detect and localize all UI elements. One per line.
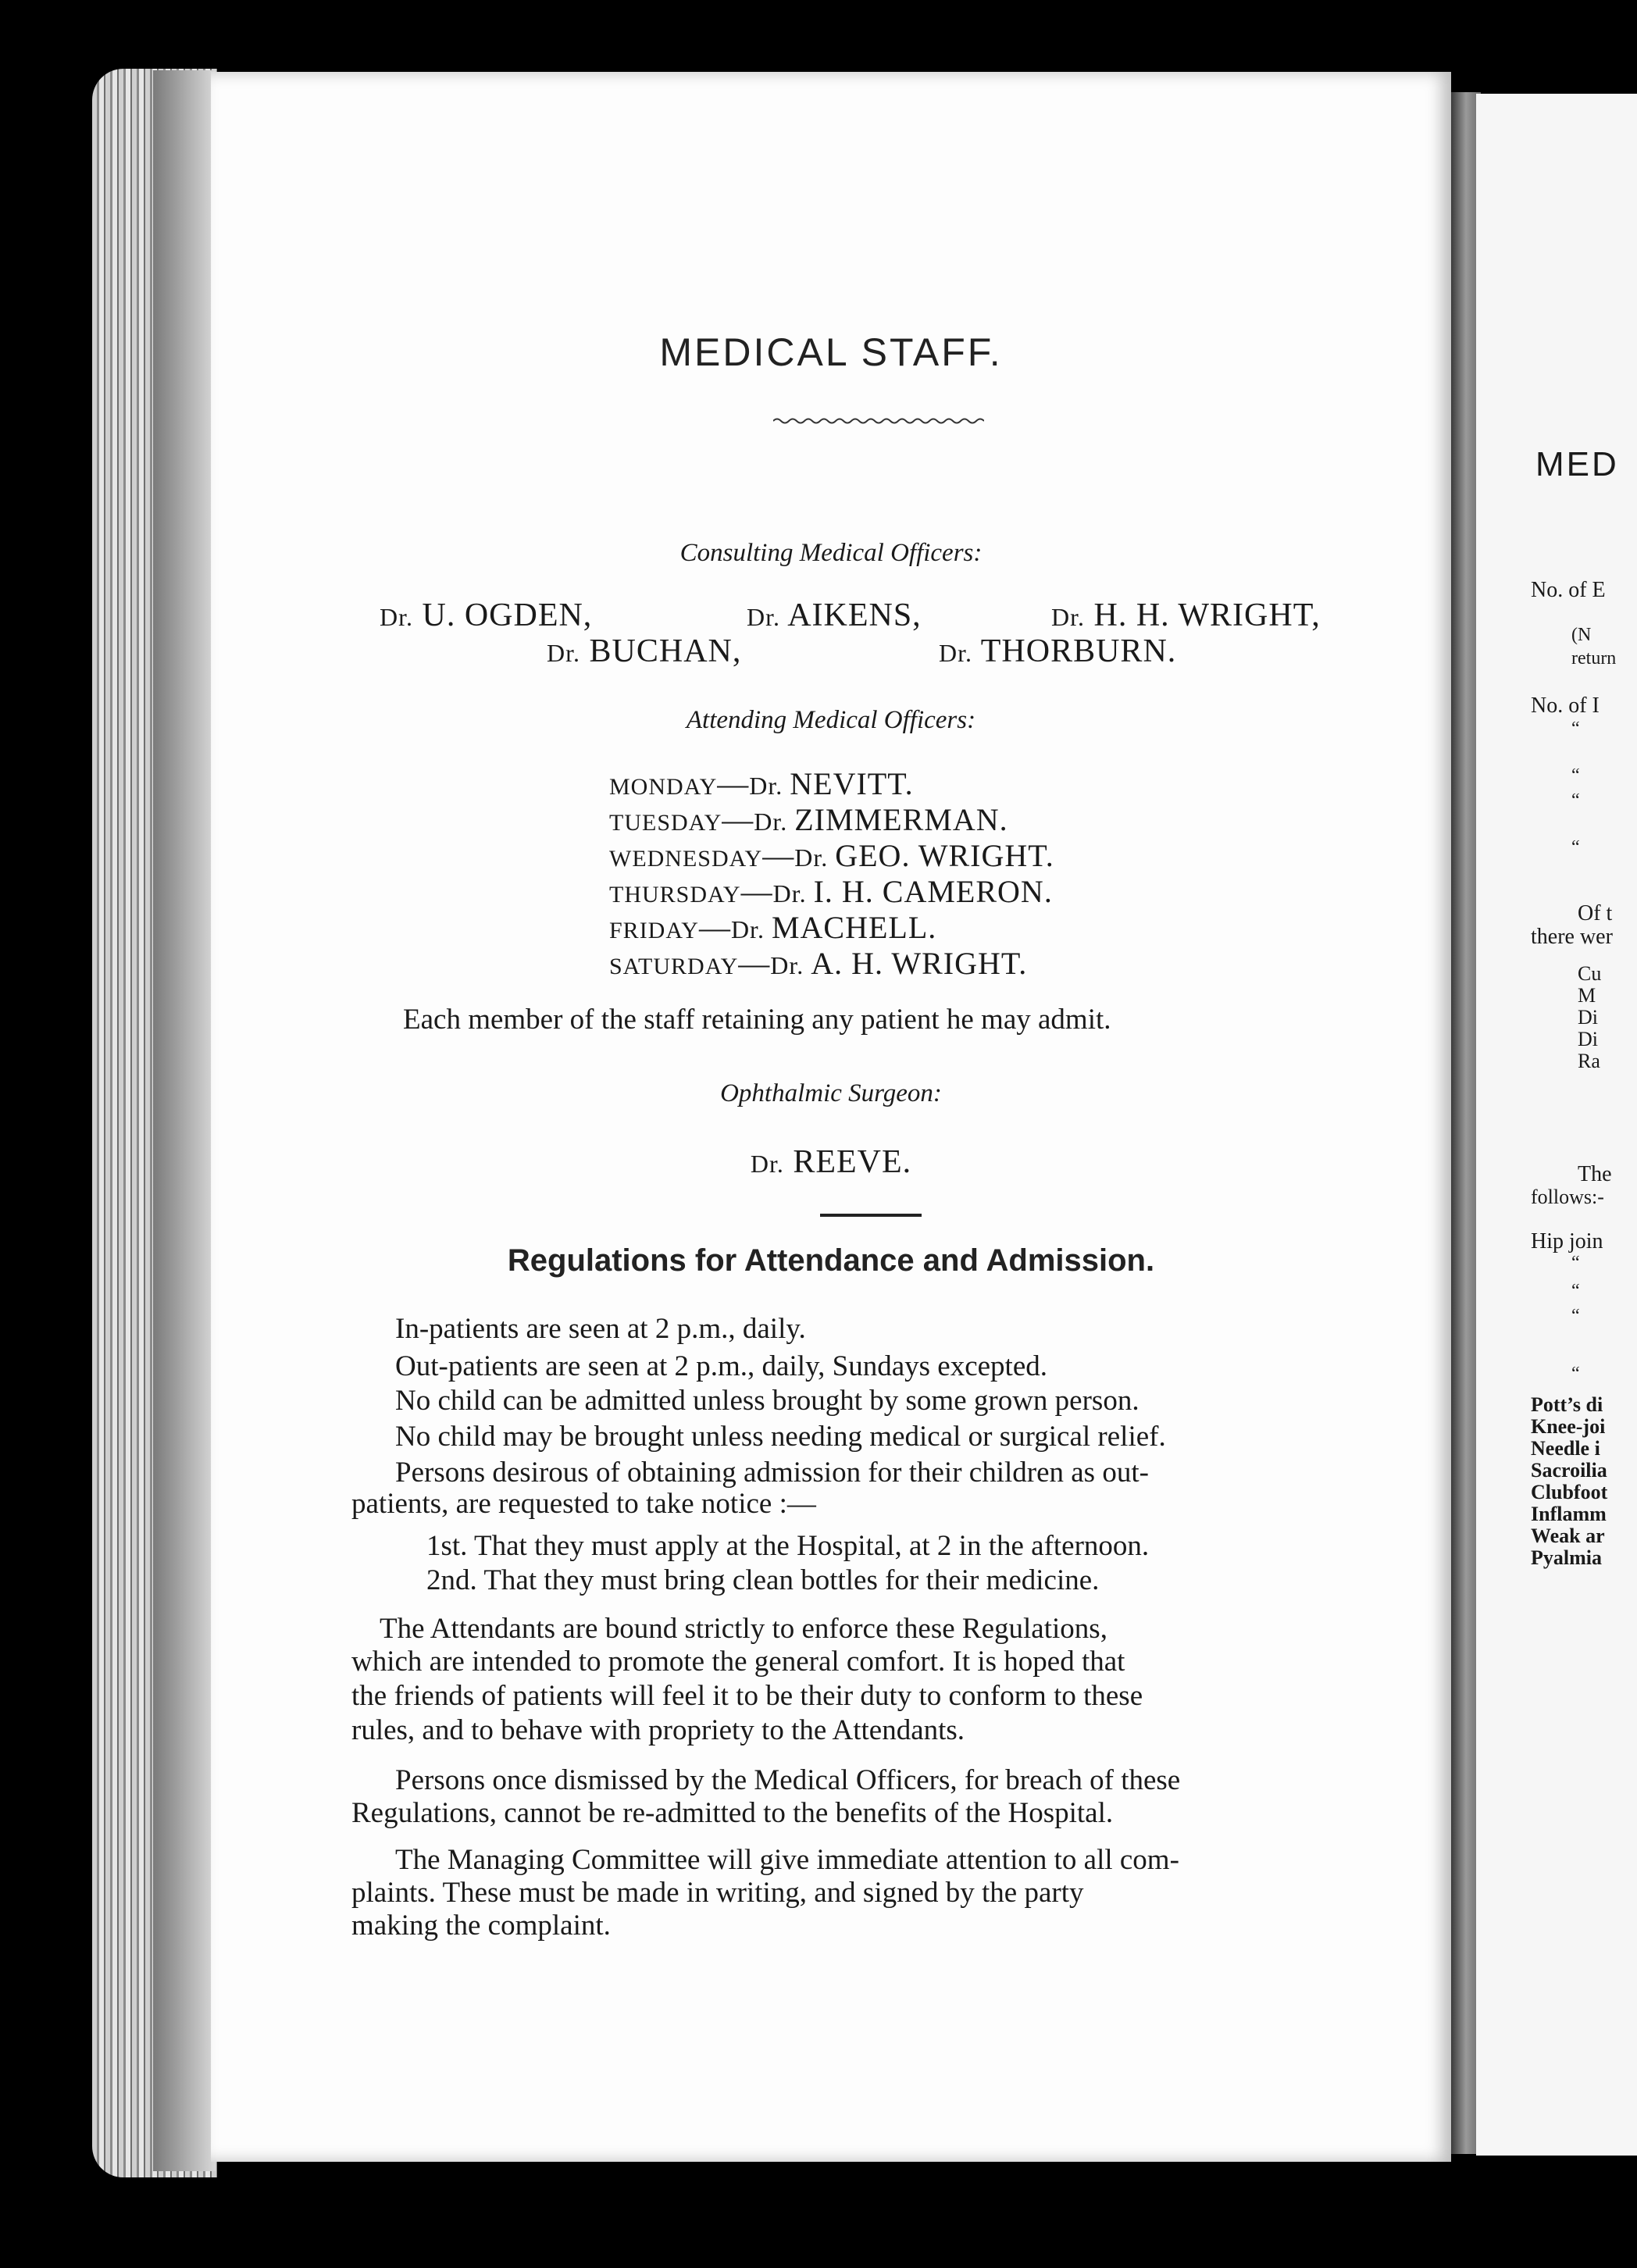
weekday: MONDAY bbox=[609, 774, 718, 800]
section-rule bbox=[820, 1214, 922, 1217]
right-page-text: “ bbox=[1571, 790, 1580, 811]
right-page-text: Of t bbox=[1578, 901, 1613, 925]
consulting-officer: Dr. H. H. WRIGHT, bbox=[1051, 597, 1321, 633]
right-page-text: MED bbox=[1535, 445, 1619, 483]
consulting-officer: Dr. U. OGDEN, bbox=[380, 597, 593, 633]
right-page-text: “ bbox=[1571, 1364, 1580, 1384]
em-dash: — bbox=[717, 766, 750, 801]
right-page-text: Inflamm bbox=[1531, 1503, 1607, 1525]
consulting-heading: Consulting Medical Officers: bbox=[679, 539, 983, 567]
right-page-text: Needle i bbox=[1531, 1437, 1600, 1460]
right-page-text: (N bbox=[1571, 625, 1592, 645]
page-edge-shadow bbox=[153, 70, 216, 2171]
weekday: TUESDAY bbox=[609, 810, 722, 836]
right-page-text: Di bbox=[1578, 1028, 1598, 1050]
right-page-text: return bbox=[1571, 648, 1617, 669]
wavy-ornament-divider bbox=[773, 415, 984, 426]
weekday: THURSDAY bbox=[609, 882, 741, 908]
regulation-line: Out-patients are seen at 2 p.m., daily, Sundays excepted. bbox=[395, 1350, 1047, 1382]
title-prefix: Dr. bbox=[772, 879, 814, 908]
officer-name: MACHELL. bbox=[771, 910, 937, 945]
officer-name: NEVITT. bbox=[790, 766, 914, 801]
em-dash: — bbox=[722, 802, 754, 837]
em-dash: — bbox=[738, 946, 771, 981]
attending-officer-row bbox=[609, 873, 1053, 910]
right-page-text: Pott’s di bbox=[1531, 1393, 1603, 1416]
regulation-line: plaints. These must be made in writing, and signed by the party bbox=[351, 1877, 1084, 1909]
attending-officer-row bbox=[609, 837, 1054, 874]
staff-note: Each member of the staff retaining any patient he may admit. bbox=[403, 1004, 1111, 1036]
regulation-line: which are intended to promote the general comfort. It is hoped that bbox=[351, 1646, 1125, 1678]
regulation-line: No child may be brought unless needing medical or surgical relief. bbox=[395, 1421, 1166, 1453]
right-page-text: Clubfoot bbox=[1531, 1481, 1608, 1503]
ophthalmic-heading: Ophthalmic Surgeon: bbox=[720, 1079, 942, 1107]
title-prefix: Dr. bbox=[749, 772, 790, 800]
right-page-text: Di bbox=[1578, 1006, 1598, 1029]
right-page-text: “ bbox=[1571, 719, 1580, 739]
weekday: FRIDAY bbox=[609, 918, 699, 943]
regulation-line: 2nd. That they must bring clean bottles for their medicine. bbox=[426, 1564, 1100, 1596]
regulation-line: The Managing Committee will give immediate attention to all com- bbox=[395, 1844, 1179, 1876]
left-page bbox=[211, 72, 1451, 2162]
right-page-text: Knee-joi bbox=[1531, 1415, 1606, 1438]
regulations-title: Regulations for Attendance and Admission. bbox=[507, 1243, 1155, 1278]
attending-officer-row bbox=[609, 801, 1008, 838]
regulation-line: Persons once dismissed by the Medical Officers, for breach of these bbox=[395, 1764, 1181, 1796]
title-prefix: Dr. bbox=[730, 915, 772, 943]
ophthalmic-surgeon: Dr. REEVE. bbox=[750, 1144, 912, 1180]
em-dash: — bbox=[762, 838, 795, 873]
right-page-text: No. of E bbox=[1531, 578, 1606, 602]
title-prefix: Dr. bbox=[754, 808, 795, 836]
right-page-fragment bbox=[1476, 94, 1637, 2156]
officer-name: ZIMMERMAN. bbox=[794, 802, 1008, 837]
attending-officer-row bbox=[609, 765, 914, 802]
attending-officer-row bbox=[609, 945, 1027, 982]
regulation-line: The Attendants are bound strictly to enforce these Regulations, bbox=[380, 1613, 1107, 1645]
regulation-line: In-patients are seen at 2 p.m., daily. bbox=[395, 1313, 806, 1345]
em-dash: — bbox=[698, 910, 731, 945]
weekday: WEDNESDAY bbox=[609, 846, 763, 872]
consulting-officer: Dr. BUCHAN, bbox=[547, 633, 742, 669]
right-page-text: follows:- bbox=[1531, 1186, 1604, 1208]
regulation-line: Regulations, cannot be re-admitted to the benefits of the Hospital. bbox=[351, 1797, 1114, 1829]
attending-heading: Attending Medical Officers: bbox=[686, 706, 976, 734]
right-page-text: The bbox=[1578, 1162, 1612, 1186]
regulation-line: the friends of patients will feel it to be their duty to conform to these bbox=[351, 1680, 1143, 1712]
right-page-text: there wer bbox=[1531, 925, 1613, 949]
right-page-text: M bbox=[1578, 984, 1596, 1007]
em-dash: — bbox=[740, 874, 773, 909]
officer-name: I. H. CAMERON. bbox=[813, 874, 1053, 909]
attending-officer-row bbox=[609, 909, 936, 946]
regulation-line: making the complaint. bbox=[351, 1910, 611, 1942]
right-page-text: No. of I bbox=[1531, 694, 1600, 718]
right-page-text: “ bbox=[1571, 1281, 1580, 1301]
right-page-text: “ bbox=[1571, 1306, 1580, 1326]
regulation-line: patients, are requested to take notice :— bbox=[351, 1488, 816, 1520]
right-page-text: Ra bbox=[1578, 1050, 1600, 1072]
right-page-text: “ bbox=[1571, 837, 1580, 858]
consulting-officer: Dr. AIKENS, bbox=[747, 597, 922, 633]
officer-name: A. H. WRIGHT. bbox=[811, 946, 1028, 981]
title-prefix: Dr. bbox=[794, 843, 836, 872]
consulting-officer: Dr. THORBURN. bbox=[939, 633, 1177, 669]
right-page-text: Weak ar bbox=[1531, 1524, 1605, 1547]
regulation-line: rules, and to behave with propriety to the Attendants. bbox=[351, 1714, 965, 1746]
page-title: MEDICAL STAFF. bbox=[659, 330, 1003, 374]
right-page-text: “ bbox=[1571, 765, 1580, 786]
officer-name: GEO. WRIGHT. bbox=[835, 838, 1054, 873]
regulation-line: 1st. That they must apply at the Hospital, at 2 in the afternoon. bbox=[426, 1530, 1150, 1562]
right-page-text: Sacroilia bbox=[1531, 1459, 1607, 1482]
right-page-text: “ bbox=[1571, 1253, 1580, 1273]
regulation-line: No child can be admitted unless brought by some grown person. bbox=[395, 1385, 1139, 1417]
regulation-line: Persons desirous of obtaining admission for their children as out- bbox=[395, 1457, 1149, 1489]
right-page-text: Pyalmia bbox=[1531, 1546, 1602, 1569]
right-page-text: Hip join bbox=[1531, 1229, 1603, 1253]
right-page-text: Cu bbox=[1578, 962, 1602, 985]
weekday: SATURDAY bbox=[609, 954, 739, 979]
title-prefix: Dr. bbox=[770, 951, 811, 979]
